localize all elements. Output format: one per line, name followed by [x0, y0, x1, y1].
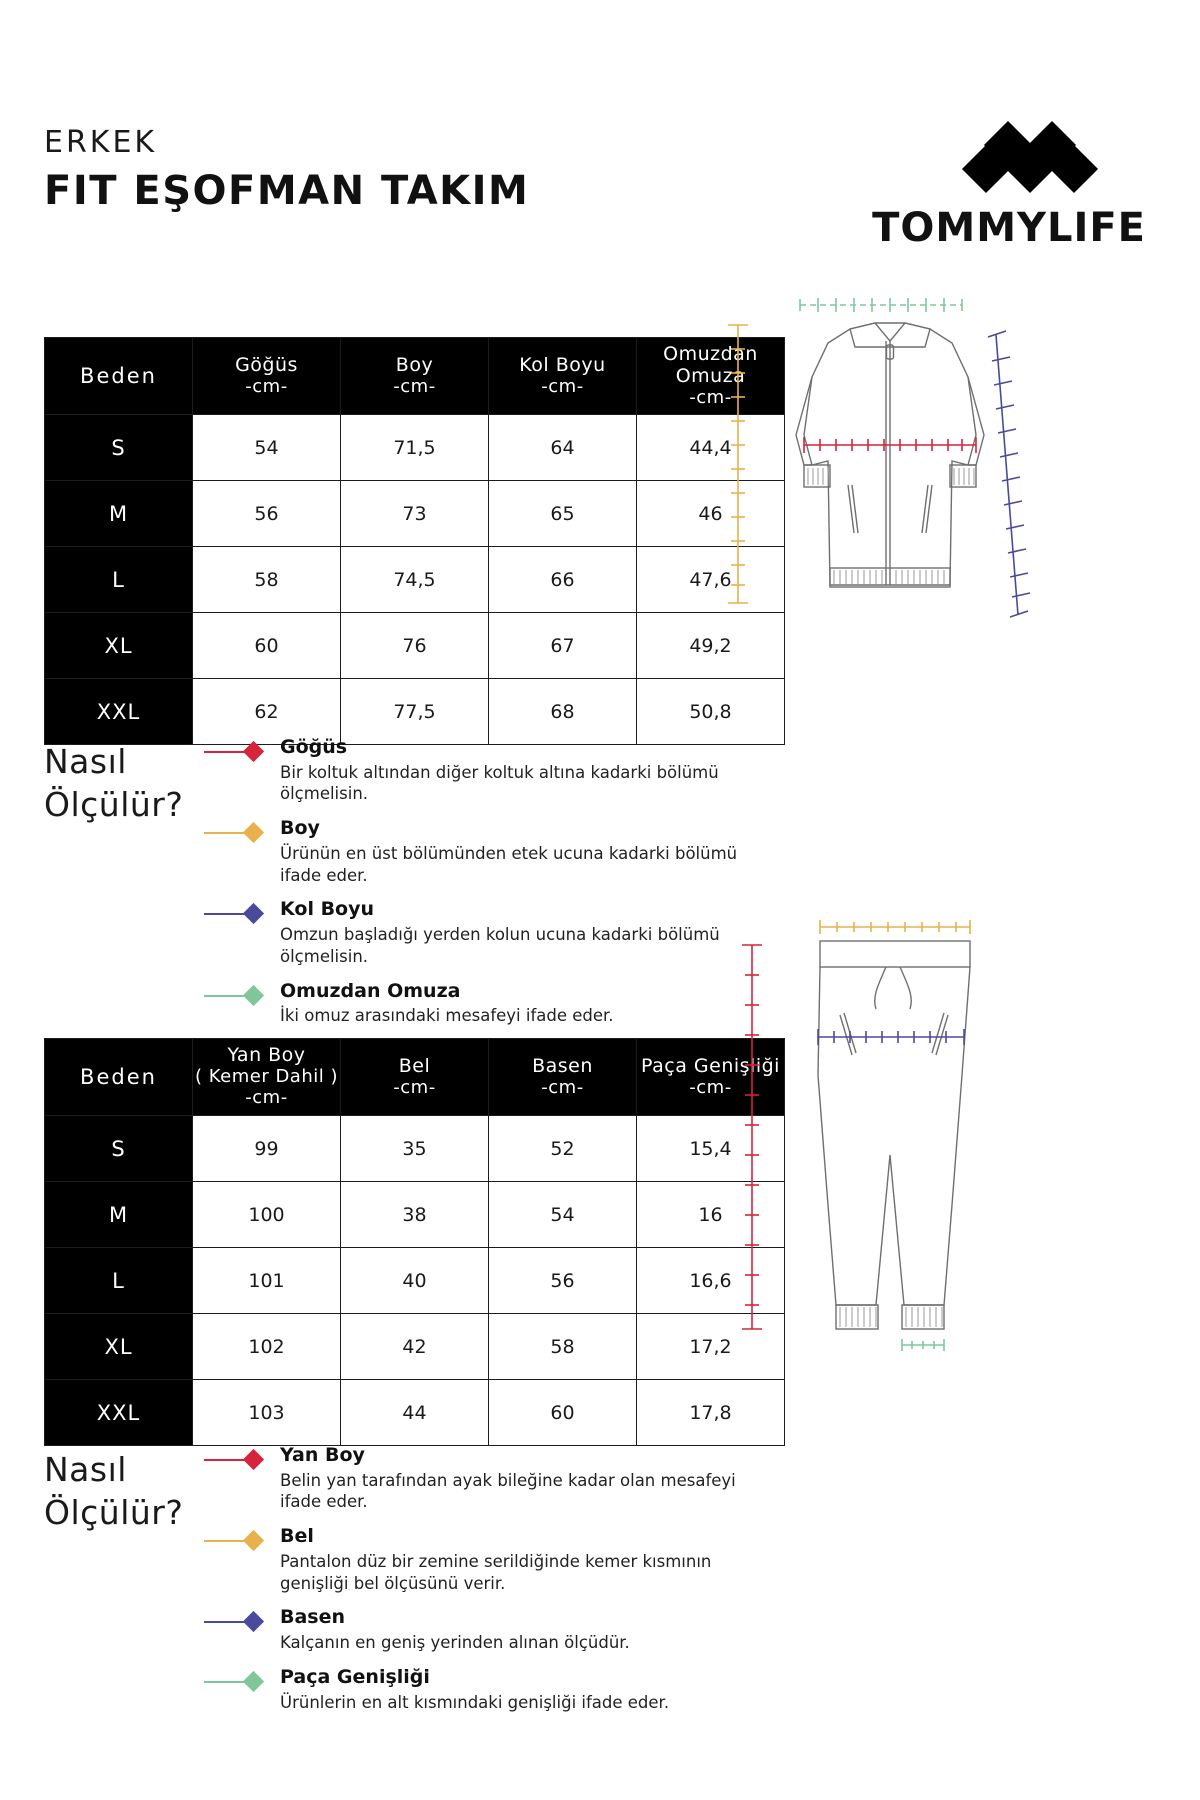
legend-term: Yan Boy — [280, 1444, 365, 1466]
legend-item-gogus — [204, 735, 784, 805]
cell-value: 47,6 — [637, 547, 785, 613]
legend-term: Basen — [280, 1606, 346, 1629]
cell-value: 100 — [193, 1182, 341, 1248]
yan-boy-marker-icon — [204, 1450, 272, 1470]
cell-value: 44,4 — [637, 415, 785, 481]
table-row — [45, 1314, 785, 1380]
row-size: S — [45, 415, 193, 481]
bottom-legend — [44, 1443, 784, 1724]
legend-item-omuzdan-omuza — [204, 979, 784, 1027]
bottom-size-table — [44, 1038, 785, 1446]
row-size: XXL — [45, 679, 193, 745]
legend-item-bel — [204, 1524, 784, 1594]
gogus-marker-icon — [204, 742, 272, 762]
row-size: L — [45, 547, 193, 613]
cell-value: 38 — [341, 1182, 489, 1248]
kol-boyu-marker-icon — [204, 904, 272, 924]
brand-block — [872, 118, 1156, 251]
col-head-kol-boyu-label: Kol Boyu — [519, 353, 606, 376]
legend-item-boy — [204, 816, 784, 886]
table-row — [45, 1182, 785, 1248]
cell-value: 15,4 — [637, 1116, 785, 1182]
cell-value: 17,8 — [637, 1380, 785, 1446]
row-size: M — [45, 481, 193, 547]
col-head-kol-boyu — [489, 338, 637, 415]
cell-value: 102 — [193, 1314, 341, 1380]
col-head-gogus-unit: -cm- — [245, 375, 288, 397]
cell-value: 50,8 — [637, 679, 785, 745]
table-row — [45, 547, 785, 613]
cell-value: 101 — [193, 1248, 341, 1314]
cell-value: 68 — [489, 679, 637, 745]
legend-heading: Nasıl Ölçülür? — [44, 1450, 184, 1532]
col-head-beden — [45, 338, 193, 415]
col-head-basen-unit: -cm- — [541, 1076, 584, 1098]
col-head-kol-boyu-unit: -cm- — [541, 375, 584, 397]
row-size: M — [45, 1182, 193, 1248]
cell-value: 49,2 — [637, 613, 785, 679]
cell-value: 56 — [489, 1248, 637, 1314]
page-title: FIT EŞOFMAN TAKIM — [44, 168, 530, 214]
col-head-yan-boy-unit: -cm- — [245, 1086, 288, 1108]
col-head-boy-label: Boy — [395, 353, 434, 376]
table-row — [45, 613, 785, 679]
cell-value: 58 — [489, 1314, 637, 1380]
cell-value: 77,5 — [341, 679, 489, 745]
cell-value: 71,5 — [341, 415, 489, 481]
cell-value: 60 — [489, 1380, 637, 1446]
table-header-row — [45, 1039, 785, 1116]
legend-term: Boy — [280, 817, 320, 840]
legend-term: Göğüs — [280, 736, 348, 758]
cell-value: 76 — [341, 613, 489, 679]
table-row — [45, 415, 785, 481]
col-head-basen — [489, 1039, 637, 1116]
col-head-beden-label: Beden — [80, 363, 157, 388]
legend-item-basen — [204, 1605, 784, 1653]
cell-value: 99 — [193, 1116, 341, 1182]
col-head-omuzdan-omuza-label: Omuzdan Omuza — [663, 342, 758, 387]
boy-marker-icon — [204, 823, 272, 843]
col-head-yan-boy — [193, 1039, 341, 1116]
col-head-bel — [341, 1039, 489, 1116]
cell-value: 103 — [193, 1380, 341, 1446]
col-head-gogus-label: Göğüs — [235, 353, 298, 376]
legend-item-kol-boyu — [204, 897, 784, 967]
row-size: L — [45, 1248, 193, 1314]
legend-desc: Ürünün en üst bölümünden etek ucuna kadarki bölümü ifade eder. — [280, 843, 738, 885]
table-header-row — [45, 338, 785, 415]
row-size: XL — [45, 613, 193, 679]
table-row — [45, 1380, 785, 1446]
col-head-yan-boy-sub: ( Kemer Dahil ) — [194, 1066, 338, 1088]
cell-value: 58 — [193, 547, 341, 613]
page-kicker: ERKEK — [44, 125, 158, 160]
cell-value: 74,5 — [341, 547, 489, 613]
cell-value: 54 — [193, 415, 341, 481]
legend-desc: Pantalon düz bir zemine serildiğinde kemer kısmının genişliği bel ölçüsünü verir. — [280, 1551, 712, 1593]
legend-desc: Kalçanın en geniş yerinden alınan ölçüdür. — [280, 1633, 630, 1653]
col-head-gogus — [193, 338, 341, 415]
col-head-boy — [341, 338, 489, 415]
cell-value: 40 — [341, 1248, 489, 1314]
cell-value: 17,2 — [637, 1314, 785, 1380]
cell-value: 44 — [341, 1380, 489, 1446]
cell-value: 65 — [489, 481, 637, 547]
row-size: S — [45, 1116, 193, 1182]
cell-value: 56 — [193, 481, 341, 547]
cell-value: 52 — [489, 1116, 637, 1182]
cell-value: 42 — [341, 1314, 489, 1380]
cell-value: 60 — [193, 613, 341, 679]
col-head-yan-boy-label: Yan Boy — [227, 1044, 306, 1067]
legend-item-yan-boy — [204, 1443, 784, 1513]
col-head-paca-genisligi-label: Paça Genişliği — [641, 1054, 780, 1077]
row-size: XXL — [45, 1380, 193, 1446]
legend-desc: Ürünlerin en alt kısmındaki genişliği ifade eder. — [280, 1692, 670, 1712]
legend-desc: Belin yan tarafından ayak bileğine kadar olan mesafeyi ifade eder. — [280, 1470, 736, 1512]
col-head-omuzdan-omuza-unit: -cm- — [689, 386, 732, 408]
cell-value: 16 — [637, 1182, 785, 1248]
cell-value: 66 — [489, 547, 637, 613]
brand-name: TOMMYLIFE — [872, 205, 1146, 251]
cell-value: 35 — [341, 1116, 489, 1182]
paca-genisligi-marker-icon — [204, 1672, 272, 1692]
omuzdan-omuza-marker-icon — [204, 986, 272, 1006]
legend-desc: Omzun başladığı yerden kolun ucuna kadarki bölümü ölçmelisin. — [280, 925, 720, 966]
page-header — [44, 118, 1156, 251]
legend-term: Bel — [280, 1525, 314, 1548]
cell-value: 54 — [489, 1182, 637, 1248]
jacket-technical-drawing — [700, 285, 1060, 659]
legend-heading: Nasıl Ölçülür? — [44, 742, 184, 824]
cell-value: 62 — [193, 679, 341, 745]
col-head-boy-unit: -cm- — [393, 375, 436, 397]
bel-marker-icon — [204, 1531, 272, 1551]
row-size: XL — [45, 1314, 193, 1380]
basen-marker-icon — [204, 1612, 272, 1632]
col-head-basen-label: Basen — [532, 1054, 593, 1077]
title-block — [44, 118, 529, 213]
col-head-bel-unit: -cm- — [393, 1076, 436, 1098]
table-row — [45, 1116, 785, 1182]
col-head-beden — [45, 1039, 193, 1116]
legend-term: Omuzdan Omuza — [280, 979, 461, 1002]
cell-value: 67 — [489, 613, 637, 679]
cell-value: 64 — [489, 415, 637, 481]
col-head-beden-label: Beden — [80, 1064, 157, 1089]
col-head-bel-label: Bel — [398, 1054, 431, 1077]
legend-item-paca-genisligi — [204, 1665, 784, 1713]
legend-items — [204, 735, 784, 1038]
pants-technical-drawing — [700, 905, 1060, 1379]
legend-term: Kol Boyu — [280, 898, 375, 921]
cell-value: 16,6 — [637, 1248, 785, 1314]
col-head-paca-genisligi-unit: -cm- — [689, 1076, 732, 1098]
legend-desc: İki omuz arasındaki mesafeyi ifade eder. — [280, 1006, 614, 1026]
legend-term: Paça Genişliği — [280, 1665, 430, 1688]
top-legend — [44, 735, 784, 1038]
table-row — [45, 1248, 785, 1314]
diamond-cluster-logo-icon — [909, 118, 1109, 198]
legend-desc: Bir koltuk altından diğer koltuk altına kadarki bölümü ölçmelisin. — [280, 762, 719, 804]
table-row — [45, 481, 785, 547]
top-size-table — [44, 337, 785, 745]
cell-value: 46 — [637, 481, 785, 547]
legend-items — [204, 1443, 784, 1724]
cell-value: 73 — [341, 481, 489, 547]
